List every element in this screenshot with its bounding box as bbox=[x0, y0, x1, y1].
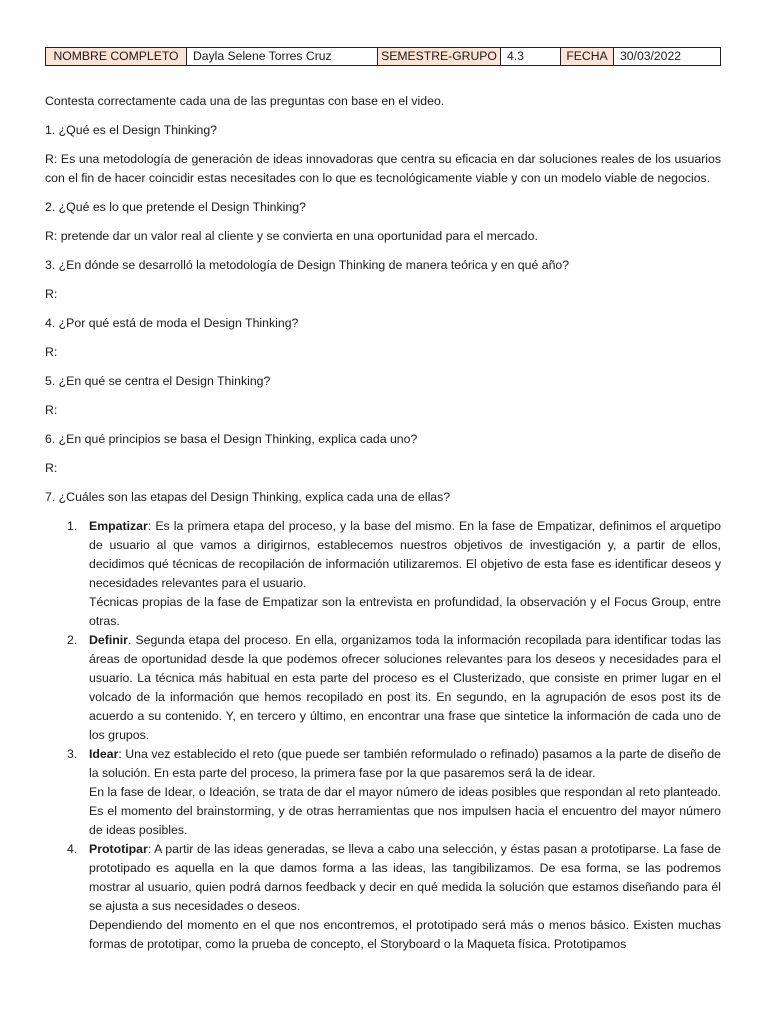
stage-number: 2. bbox=[67, 633, 78, 647]
stage-item-prototipar bbox=[45, 840, 721, 954]
stages-list bbox=[45, 517, 721, 954]
student-info-row bbox=[46, 48, 721, 66]
answer-2: R: pretende dar un valor real al cliente y se convierta en una oportunidad para el mercado. bbox=[45, 229, 538, 243]
answer-1: R: Es una metodología de generación de ideas innovadoras que centra su eficacia en dar soluciones reales de los usuarios con el fin de hacer coincidir estas necesitades con lo que es tecnológicamente viable y con un modelo viable de negocios. bbox=[45, 152, 721, 185]
worksheet-body bbox=[45, 92, 721, 954]
stage-title: Definir bbox=[89, 633, 128, 647]
instructions: Contesta correctamente cada una de las preguntas con base en el video. bbox=[45, 94, 445, 108]
stage-number: 3. bbox=[67, 747, 78, 761]
stage-number: 4. bbox=[67, 842, 78, 856]
stage-item-empatizar bbox=[45, 517, 721, 631]
stage-item-idear bbox=[45, 745, 721, 840]
semester-group-value: 4.3 bbox=[501, 48, 561, 66]
stage-number: 1. bbox=[67, 519, 78, 533]
answer-4: R: bbox=[45, 345, 58, 359]
date-label: FECHA bbox=[561, 48, 614, 66]
answer-5: R: bbox=[45, 403, 58, 417]
stage-extra: Técnicas propias de la fase de Empatizar son la entrevista en profundidad, la observación y el Focus Group, entre otras. bbox=[89, 595, 721, 628]
answer-6: R: bbox=[45, 461, 58, 475]
question-6: 6. ¿En qué principios se basa el Design Thinking, explica cada uno? bbox=[45, 432, 418, 446]
stage-text: : Es la primera etapa del proceso, y la base del mismo. En la fase de Empatizar, definimos el arquetipo de usuario al que vamos a dirigirnos, establecemos nuestros objetivos de investigación y, a partir de ellos, decidimos qué técnicas de recopilación de información utilizaremos. El objetivo de esta fase es identificar deseos y necesidades relevantes para el usuario. bbox=[89, 519, 721, 590]
answer-3: R: bbox=[45, 287, 58, 301]
stage-title: Idear bbox=[89, 747, 119, 761]
name-label: NOMBRE COMPLETO bbox=[46, 48, 187, 66]
stage-text: : Una vez establecido el reto (que puede ser también reformulado o refinado) pasamos a la parte de diseño de la solución. En esta parte del proceso, la primera fase por la que pasaremos será la de idear. bbox=[89, 747, 721, 780]
semester-group-label: SEMESTRE-GRUPO bbox=[378, 48, 501, 66]
student-info-table bbox=[45, 47, 721, 66]
name-value: Dayla Selene Torres Cruz bbox=[187, 48, 378, 66]
question-3: 3. ¿En dónde se desarrolló la metodología de Design Thinking de manera teórica y en qué año? bbox=[45, 258, 570, 272]
stage-extra: Dependiendo del momento en el que nos encontremos, el prototipado será más o menos básico. Existen muchas formas de prototipar, como la prueba de concepto, el Storyboard o la Maqueta física. Prototipamos bbox=[89, 918, 721, 951]
question-5: 5. ¿En qué se centra el Design Thinking? bbox=[45, 374, 271, 388]
date-value: 30/03/2022 bbox=[614, 48, 721, 66]
question-7: 7. ¿Cuáles son las etapas del Design Thinking, explica cada una de ellas? bbox=[45, 490, 451, 504]
stage-text: . Segunda etapa del proceso. En ella, organizamos toda la información recopilada para identificar todas las áreas de oportunidad desde la que podemos ofrecer soluciones relevantes para los deseos y necesidades para el usuario. La técnica más habitual en esta parte del proceso es el Clusterizado, que consiste en primer lugar en el volcado de la información que hemos recopilado en post its. En segundo, en la agrupación de esos post its de acuerdo a su contenido. Y, en tercero y último, en encontrar una frase que sintetice la información de cada uno de los grupos. bbox=[89, 633, 721, 742]
stage-extra: En la fase de Idear, o Ideación, se trata de dar el mayor número de ideas posibles que respondan al reto planteado. Es el momento del brainstorming, y de otras herramientas que nos impulsen hacia el encuentro del mayor número de ideas posibles. bbox=[89, 785, 721, 837]
stage-title: Empatizar bbox=[89, 519, 148, 533]
stage-text: : A partir de las ideas generadas, se lleva a cabo una selección, y éstas pasan a prototiparse. La fase de prototipado es aquella en la que damos forma a las ideas, las tangibilizamos. De esa forma, se las podremos mostrar al usuario, quien podrá darnos feedback y decir en qué medida la solución que estamos diseñando para él se ajusta a sus necesidades o deseos. bbox=[89, 842, 721, 913]
question-4: 4. ¿Por qué está de moda el Design Thinking? bbox=[45, 316, 299, 330]
question-1: 1. ¿Qué es el Design Thinking? bbox=[45, 123, 218, 137]
stage-item-definir bbox=[45, 631, 721, 745]
question-2: 2. ¿Qué es lo que pretende el Design Thinking? bbox=[45, 200, 306, 214]
stage-title: Prototipar bbox=[89, 842, 148, 856]
